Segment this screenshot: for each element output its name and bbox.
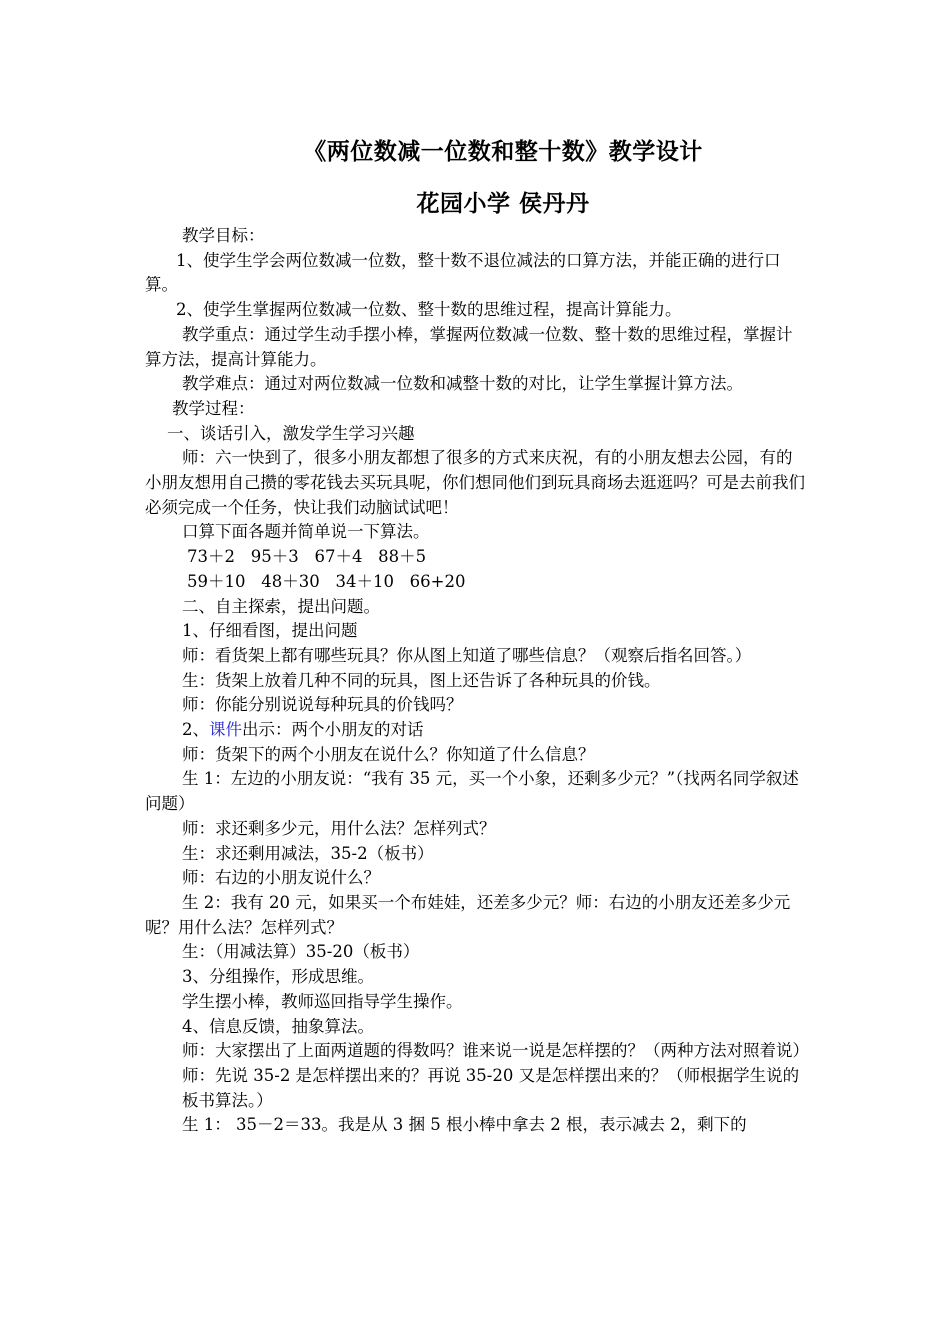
paragraph-teacher-price: 师：你能分别说说每种玩具的价钱吗？: [182, 695, 463, 715]
paragraph-sticks: 学生摆小棒，教师巡回指导学生操作。: [182, 991, 463, 1011]
paragraph-student-subtract-2: 生：（用减法算）35-20（板书）: [182, 942, 420, 962]
calc-row-2: 59＋10 48＋30 34＋10 66+20: [187, 571, 466, 591]
paragraph-teacher-explain: 师：先说 35-2 是怎样摆出来的？再说 35-20 又是怎样摆出来的？（师根据学生说的板书算法。）: [182, 1065, 800, 1110]
step-2-suffix: 出示：两个小朋友的对话: [242, 720, 424, 740]
paragraph-student-2: 生 2：我有 20 元，如果买一个布娃娃，还差多少元？师：右边的小朋友还差多少元呢？用什么法？怎样列式？: [145, 892, 791, 937]
step-2: [145, 718, 807, 743]
paragraph-teacher-intro: 师：六一快到了，很多小朋友都想了很多的方式来庆祝，有的小朋友想去公园，有的小朋友想用自己攒的零花钱去买玩具呢，你们想同他们到玩具商场去逛逛吗？可是去前我们必须完成一个任务，快让我们动脑试试吧！: [145, 448, 805, 517]
step-1: 1、仔细看图，提出问题: [182, 621, 358, 641]
calc-row-1: 73＋2 95＋3 67＋4 88＋5: [187, 547, 427, 567]
paragraph-goal-1: 1、使学生学会两位数减一位数，整十数不退位减法的口算方法，并能正确的进行口算。: [145, 250, 781, 295]
document-title: 《两位数减一位数和整十数》教学设计: [303, 138, 703, 165]
paragraph-difficulty: 教学难点：通过对两位数减一位数和减整十数的对比，让学生掌握计算方法。: [182, 374, 743, 394]
step-4: 4、信息反馈，抽象算法。: [182, 1016, 374, 1036]
paragraph-teacher-right: 师：右边的小朋友说什么？: [182, 868, 380, 888]
step-3: 3、分组操作，形成思维。: [182, 967, 374, 987]
paragraph-key-point: 教学重点：通过学生动手摆小棒，掌握两位数减一位数、整十数的思维过程，掌握计算方法，提高计算能力。: [145, 324, 793, 369]
paragraph-goal-2: 2、使学生掌握两位数减一位数、整十数的思维过程，提高计算能力。: [176, 300, 682, 320]
paragraph-student-1: 生 1：左边的小朋友说：“我有 35 元，买一个小象，还剩多少元？”（找两名同学叙述问题）: [145, 769, 799, 814]
section-heading-2: 二、自主探索，提出问题。: [182, 596, 380, 616]
document-author: 花园小学 侯丹丹: [416, 190, 590, 217]
paragraph-teacher-dialog: 师：货架下的两个小朋友在说什么？你知道了什么信息？: [182, 744, 595, 764]
section-heading-1: 一、谈话引入，激发学生学习兴趣: [167, 423, 415, 443]
paragraph-student-shelf: 生：货架上放着几种不同的玩具，图上还告诉了各种玩具的价钱。: [182, 670, 661, 690]
step-2-prefix: 2、: [182, 720, 209, 740]
paragraph-teacher-results: 师：大家摆出了上面两道题的得数吗？谁来说一说是怎样摆的？（两种方法对照着说）: [182, 1041, 809, 1061]
paragraph-student-explain: 生 1： 35－2＝33。我是从 3 捆 5 根小棒中拿去 2 根，表示减去 2，剩下的: [182, 1115, 747, 1135]
paragraph-oral-calc: 口算下面各题并简单说一下算法。: [182, 522, 430, 542]
paragraph-student-subtract: 生：求还剩用减法，35-2（板书）: [182, 843, 434, 863]
paragraph-teacher-shelf: 师：看货架上都有哪些玩具？你从图上知道了哪些信息？（观察后指名回答。）: [182, 645, 752, 665]
document-body: [145, 224, 807, 1138]
paragraph-teacher-method: 师：求还剩多少元，用什么法？怎样列式？: [182, 818, 496, 838]
paragraph-goal-head: 教学目标：: [182, 226, 265, 245]
courseware-link[interactable]: 课件: [209, 720, 242, 740]
paragraph-process-head: 教学过程：: [172, 398, 255, 418]
